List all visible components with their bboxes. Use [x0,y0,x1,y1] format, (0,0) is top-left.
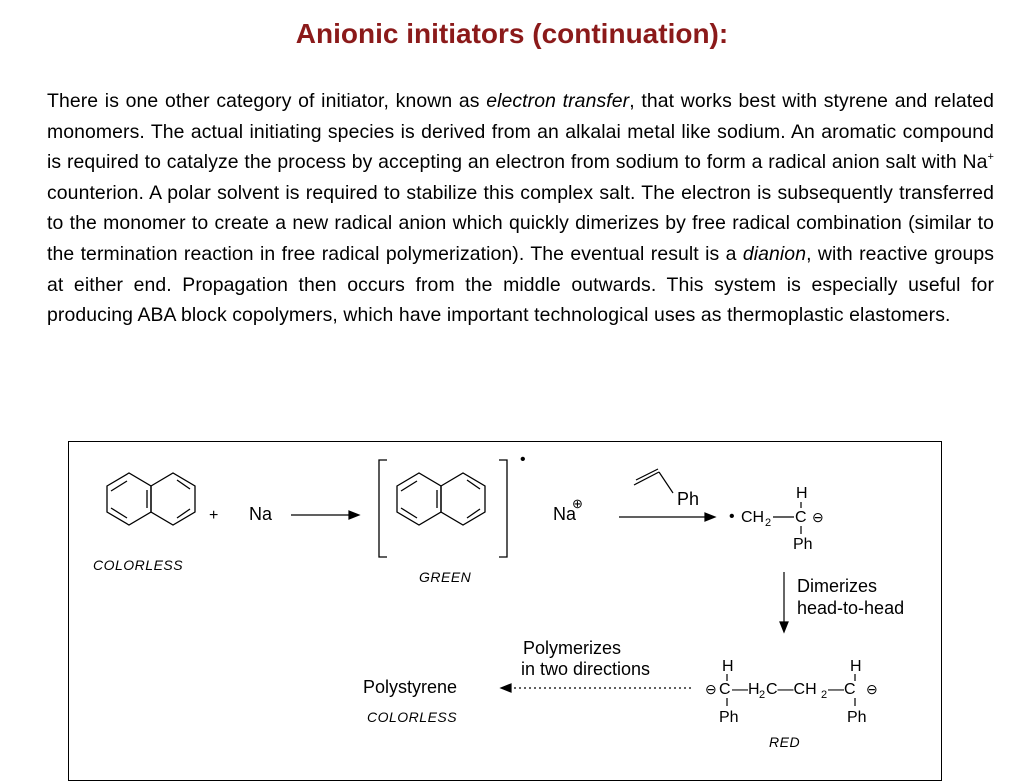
dimerizes-label-line1: Dimerizes [797,576,878,596]
dianion-middle-3: —C [828,681,856,698]
slide-title: Anionic initiators (continuation): [295,18,729,49]
green-label: GREEN [419,569,472,585]
styrene-structure [634,469,673,493]
sodium-positive-charge: ⊕ [572,496,583,511]
radical-anion-carbon: C [795,509,807,526]
radical-anion-ch2: CH [741,509,765,526]
dianion-left-phenyl: Ph [719,709,739,726]
radical-anion-ch2-subscript: 2 [765,517,772,529]
radical-anion-hydrogen: H [796,485,808,502]
dianion-right-charge: ⊖ [866,681,878,697]
polymerize-arrow [501,684,691,692]
superscript-plus: + [987,151,994,164]
reaction-scheme-svg [69,442,943,782]
colorless-label: COLORLESS [93,557,184,573]
naphthalene-structure [107,473,195,525]
para-text-1: There is one other category of initiator, known as [47,90,487,112]
dianion-right-phenyl: Ph [847,709,867,726]
reaction-arrow-1 [291,511,359,519]
sodium-ion: Na [553,504,577,524]
term-dianion: dianion [742,242,807,265]
polystyrene-colorless-label: COLORLESS [367,709,458,725]
radical-anion-phenyl: Ph [793,536,813,553]
plus-sign: + [209,507,219,524]
dianion-left-charge: ⊖ [705,681,717,697]
para-text-2: , that works best with styrene and related monomers. The actual initiating species is derived from an alkalai metal like sodium. An aromatic compound is required to catalyze the process by accepting an electron from sodium to form a radical anion salt with Na [47,90,994,174]
dianion-middle-2: C—CH [766,681,817,698]
styrene-phenyl: Ph [677,489,700,509]
dimerize-arrow [780,572,788,632]
term-electron-transfer: electron transfer [486,90,630,112]
reaction-arrow-2 [619,513,715,521]
dianion-left-carbon: C [719,681,731,698]
dianion-left-hydrogen: H [722,658,734,675]
radical-anion-dot: • [729,508,735,525]
naphthalene-radical-anion-structure [397,473,485,525]
radical-dot-superscript: • [520,451,526,468]
sodium-reagent: Na [249,504,273,524]
para-text-3: counterion. A polar solvent is required to stabilize this complex salt. The electron is subsequently transferred to the monomer to create a new radical anion which quickly dimerizes by free radical combination (similar to the termination reaction in free radical polymerization). The eventual result is a [47,181,994,265]
dianion-right-hydrogen: H [850,658,862,675]
dianion-middle-1: —H [732,681,760,698]
polymerizes-label-line2: in two directions [521,659,651,679]
dianion-sub-a: 2 [759,689,766,701]
dimerizes-label-line2: head-to-head [797,598,905,618]
dianion-sub-b: 2 [821,689,828,701]
para-text-4: , with reactive groups at either end. Propagation then occurs from the middle outwards. This system is especially useful for producing ABA block copolymers, which have important technological uses as thermoplastic elastomers. [47,242,995,327]
radical-anion-bracket [379,460,507,557]
red-label: RED [769,734,801,750]
polystyrene-product: Polystyrene [363,677,458,697]
reaction-scheme-figure [68,441,942,781]
radical-anion-charge: ⊖ [812,509,824,525]
body-paragraph [47,86,994,331]
polymerizes-label-line1: Polymerizes [523,638,622,658]
